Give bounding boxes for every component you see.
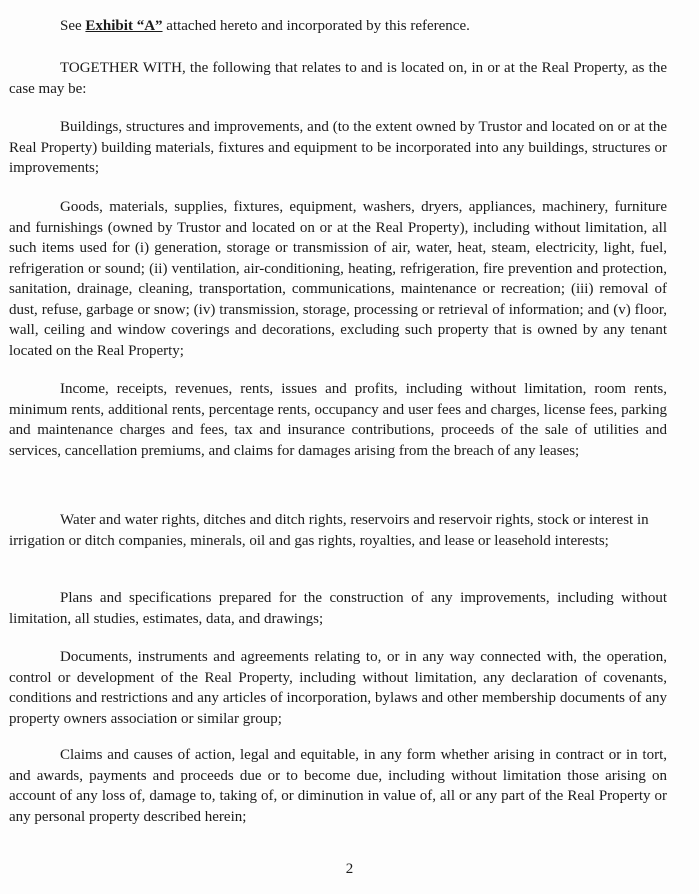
water-rights-paragraph: Water and water rights, ditches and ditch rights, reservoirs and reservoir rights, stock or interest in irrigation or ditch companies, minerals, oil and gas rights, royalties, and lease or leasehold interests; [9,512,649,549]
exhibit-a-link: Exhibit “A” [85,18,163,34]
together-with-paragraph: TOGETHER WITH, the following that relates to and is located on, in or at the Real Property, as the case may be: [9,60,667,97]
income-paragraph: Income, receipts, revenues, rents, issues and profits, including without limitation, room rents, minimum rents, additional rents, percentage rents, occupancy and user fees and charges, license fees, parking and maintenance charges and fees, tax and insurance contributions, proceeds of the sale of utilities and services, cancellation premiums, and claims for damages arising from the breach of any leases; [9,381,667,459]
buildings-paragraph: Buildings, structures and improvements, and (to the extent owned by Trustor and located on or at the Real Property) building materials, fixtures and equipment to be incorporated into any buildings, structures or improvements; [9,119,667,176]
page-number: 2 [345,861,354,877]
exhibit-reference [60,16,660,36]
documents-paragraph: Documents, instruments and agreements relating to, or in any way connected with, the operation, control or development of the Real Property, including without limitation, any declaration of covenants, conditions and restrictions and any articles of incorporation, bylaws and other membership documents of any property owners association or similar group; [9,649,667,727]
claims-paragraph: Claims and causes of action, legal and equitable, in any form whether arising in contract or in tort, and awards, payments and proceeds due or to become due, including without limitation those arising on account of any loss of, damage to, taking of, or diminution in value of, all or any part of the Real Property or any personal property described herein; [9,747,667,825]
goods-paragraph: Goods, materials, supplies, fixtures, equipment, washers, dryers, appliances, machinery, furniture and furnishings (owned by Trustor and located on or at the Real Property), including without limitation, all such items used for (i) generation, storage or transmission of air, water, heat, steam, electricity, light, fuel, refrigeration or sound; (ii) ventilation, air-conditioning, heating, refrigeration, fire prevention and protection, sanitation, drainage, cleaning, transportation, communications, maintenance or recreation; (iii) removal of dust, refuse, garbage or snow; (iv) transmission, storage, processing or retrieval of information; and (v) floor, wall, ceiling and window coverings and decorations, excluding such property that is owned by any tenant located on the Real Property; [9,199,667,359]
exhibit-suffix: attached hereto and incorporated by this reference. [162,18,470,34]
plans-paragraph: Plans and specifications prepared for the construction of any improvements, including without limitation, all studies, estimates, data, and drawings; [9,590,667,627]
exhibit-prefix: See [60,18,86,34]
